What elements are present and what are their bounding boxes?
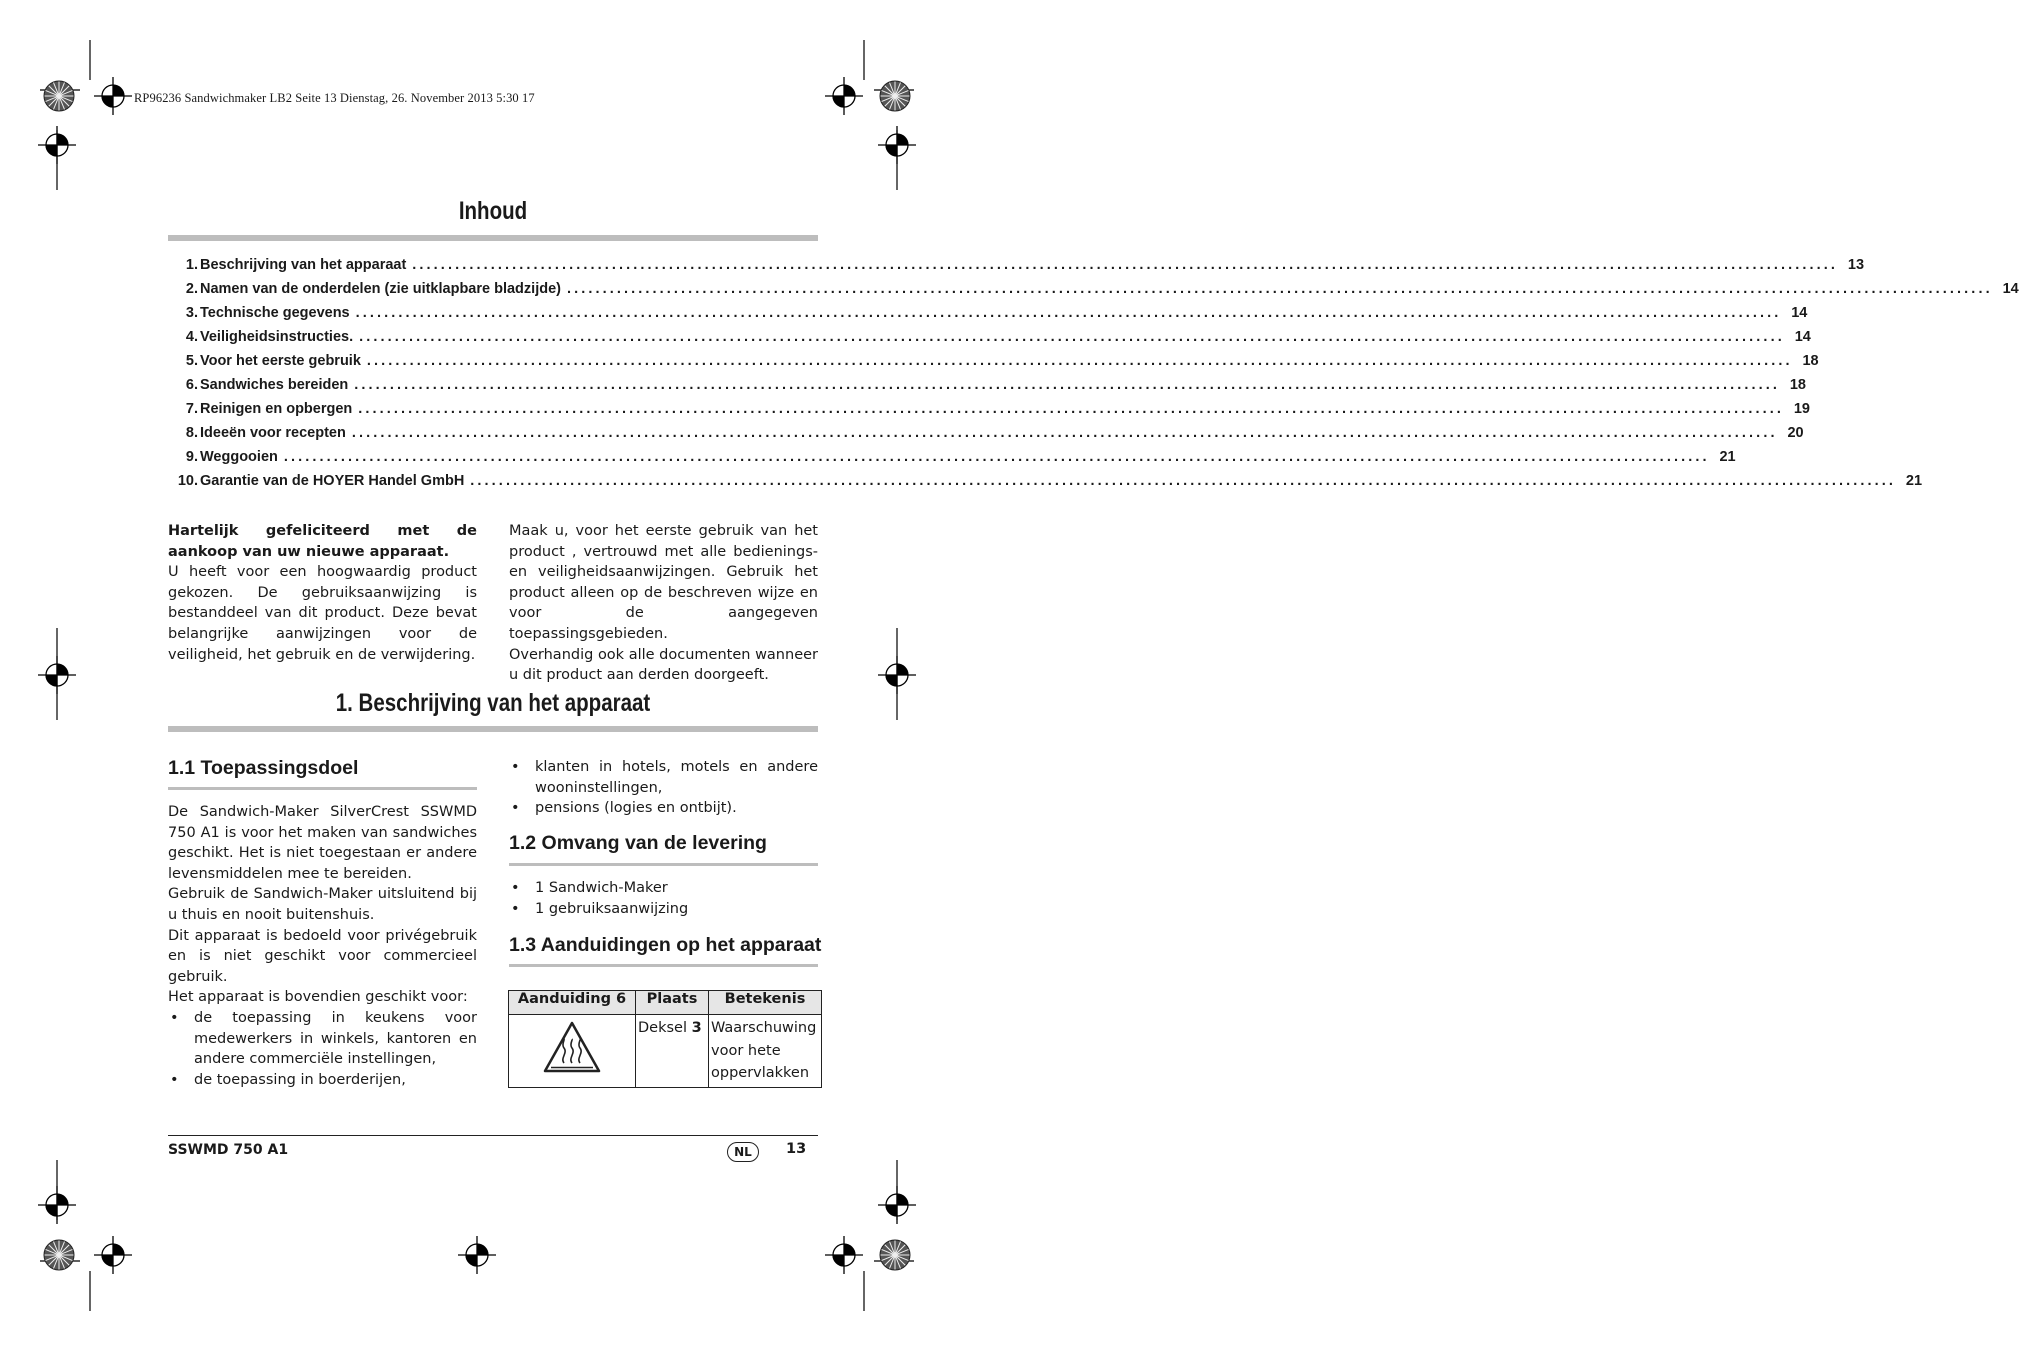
list-item: • 1 Sandwich-Maker [509, 878, 818, 899]
s11-p2: Gebruik de Sandwich-Maker uitsluitend bij u thuis en nooit buitenshuis. [168, 886, 477, 923]
section-1-1-continued [509, 757, 818, 819]
section-1-1-body [168, 802, 477, 1090]
list-item: • 1 gebruiksaanwijzing [509, 899, 818, 920]
toc-entry[interactable] [168, 325, 1811, 349]
toc-entry-number: 9. [185, 449, 198, 465]
s11-p4: Het apparaat is bovendien geschikt voor: [168, 989, 468, 1006]
toc-entry[interactable] [168, 301, 1808, 325]
toc-entry-number: 6. [185, 377, 198, 393]
toc-entry[interactable] [168, 253, 1865, 277]
toc-entry-title: Namen van de onderdelen (zie uitklapbare bladzijde) [200, 281, 561, 297]
place-label: Deksel [638, 1020, 687, 1036]
s11-p3: Dit apparaat is bedoeld voor privégebruik en is niet geschikt voor commercieel gebruik. [168, 927, 477, 985]
toc-entry-title: Weggooien [200, 449, 278, 465]
toc-title-rule [168, 235, 818, 241]
toc-entry-title: Ideeën voor recepten [200, 425, 346, 441]
s11-p1: De Sandwich-Maker SilverCrest SSWMD 750 A1 is voor het maken van sandwiches geschikt. Het is niet toegestaan er andere levensmiddelen mee te bereiden. [168, 804, 477, 882]
toc-title: Inhoud [458, 197, 528, 225]
toc-entry-page: 18 [1789, 377, 1806, 393]
toc-entry-page: 19 [1793, 401, 1810, 417]
toc-entry-number: 1. [185, 257, 198, 273]
footer-model: SSWMD 750 A1 [168, 1142, 289, 1158]
table-header: Betekenis [709, 991, 822, 1015]
page-number: 13 [786, 1141, 807, 1157]
toc-entry-number: 5. [185, 353, 198, 369]
toc-entry-title: Technische gegevens [200, 305, 350, 321]
intro-right-p2: Overhandig ook alle documenten wanneer u dit product aan derden doorgeeft. [509, 646, 818, 684]
toc-entry-page: 14 [2002, 281, 2019, 297]
toc-entry-title: Reinigen en opbergen [200, 401, 353, 417]
toc-entry[interactable] [168, 277, 2019, 301]
section1-title: 1. Beschrijving van het apparaat [335, 689, 651, 717]
toc-entry[interactable] [168, 373, 1806, 397]
toc-leader-dots: ........................................................................................................................................................................................................ [366, 353, 1793, 369]
toc-entry[interactable] [168, 421, 1804, 445]
intro-right-column [509, 521, 818, 686]
section-1-2-body [509, 878, 818, 919]
toc-entry-number: 3. [185, 305, 198, 321]
toc-leader-dots: ........................................................................................................................................................................................................ [359, 329, 1785, 345]
toc-leader-dots: ........................................................................................................................................................................................................ [355, 305, 1782, 321]
list-item: • klanten in hotels, motels en andere wooninstellingen, [509, 757, 818, 798]
toc-entry-page: 14 [1794, 329, 1811, 345]
list-item: • de toepassing in keukens voor medewerkers in winkels, kantoren en andere commerciële instellingen, [168, 1008, 477, 1070]
toc-leader-dots: ........................................................................................................................................................................................................ [283, 449, 1710, 465]
toc-entry-title: Sandwiches bereiden [200, 377, 349, 393]
section1-title-rule [168, 726, 818, 732]
table-header: Aanduiding 6 [509, 991, 636, 1015]
section-1-3-title: 1.3 Aanduidingen op het apparaat [509, 934, 822, 956]
toc-entry-title: Garantie van de HOYER Handel GmbH [200, 473, 465, 489]
toc-leader-dots: ........................................................................................................................................................................................................ [358, 401, 1784, 417]
toc-entry-title: Veiligheidsinstructies. [200, 329, 354, 345]
table-cell-place [636, 1015, 709, 1088]
section-1-3-rule [509, 964, 818, 967]
toc-entry[interactable] [168, 445, 1736, 469]
section-1-2-title: 1.2 Omvang van de levering [509, 832, 767, 854]
toc-leader-dots: ........................................................................................................................................................................................................ [412, 257, 1839, 273]
intro-right-p1: Maak u, voor het eerste gebruik van het product , vertrouwd met alle bedienings- en veiligheidsaanwijzingen. Gebruik het product alleen op de beschreven wijze en voor de aangegeven toepassingsgebieden. [509, 523, 818, 642]
intro-left-text: U heeft voor een hoogwaardig product gekozen. De gebruiksaanwijzing is bestanddeel van dit product. Deze bevat belangrijke aanwijzingen voor de veiligheid, het gebruik en de verwijdering. [168, 564, 477, 663]
toc-entry-page: 18 [1802, 353, 1819, 369]
table-header: Plaats [636, 991, 709, 1015]
markings-table [508, 990, 822, 1088]
hot-surface-warning-icon [542, 1020, 602, 1074]
toc-entry-page: 21 [1905, 473, 1923, 489]
toc-entry-page: 14 [1791, 305, 1808, 321]
toc-entry-number: 10. [177, 473, 198, 489]
toc-entry[interactable] [168, 397, 1810, 421]
toc-entry-page: 13 [1847, 257, 1865, 273]
toc-leader-dots: ........................................................................................................................................................................................................ [566, 281, 1993, 297]
toc-entry-page: 21 [1719, 449, 1736, 465]
table-row [509, 1015, 822, 1088]
toc-entry-number: 4. [185, 329, 198, 345]
toc-entry-number: 7. [185, 401, 198, 417]
place-number: 3 [691, 1020, 702, 1036]
table-cell-meaning: Waarschuwing voor hete oppervlakken [709, 1015, 822, 1088]
toc-entry-number: 2. [185, 281, 198, 297]
toc-entry-page: 20 [1787, 425, 1804, 441]
toc-entry-title: Beschrijving van het apparaat [200, 257, 407, 273]
toc-leader-dots: ........................................................................................................................................................................................................ [351, 425, 1778, 441]
toc-entry[interactable] [168, 349, 1819, 373]
table-of-contents [168, 253, 2019, 493]
intro-heading: Hartelijk gefeliciteerd met de aankoop van uw nieuwe apparaat. [168, 523, 477, 560]
list-item: • pensions (logies en ontbijt). [509, 798, 818, 819]
toc-entry-title: Voor het eerste gebruik [200, 353, 361, 369]
section-1-1-title: 1.1 Toepassingsdoel [168, 757, 359, 779]
toc-entry-number: 8. [185, 425, 198, 441]
print-header: RP96236 Sandwichmaker LB2 Seite 13 Dienstag, 26. November 2013 5:30 17 [134, 91, 535, 105]
toc-entry[interactable] [168, 469, 1923, 493]
footer-rule [168, 1135, 818, 1136]
section-1-2-rule [509, 863, 818, 866]
toc-leader-dots: ........................................................................................................................................................................................................ [354, 377, 1780, 393]
toc-leader-dots: ........................................................................................................................................................................................................ [470, 473, 1897, 489]
list-item: • de toepassing in boerderijen, [168, 1070, 477, 1091]
section-1-1-rule [168, 787, 477, 790]
intro-left-column [168, 521, 477, 665]
table-cell-icon [509, 1015, 636, 1088]
language-badge: NL [727, 1142, 759, 1162]
